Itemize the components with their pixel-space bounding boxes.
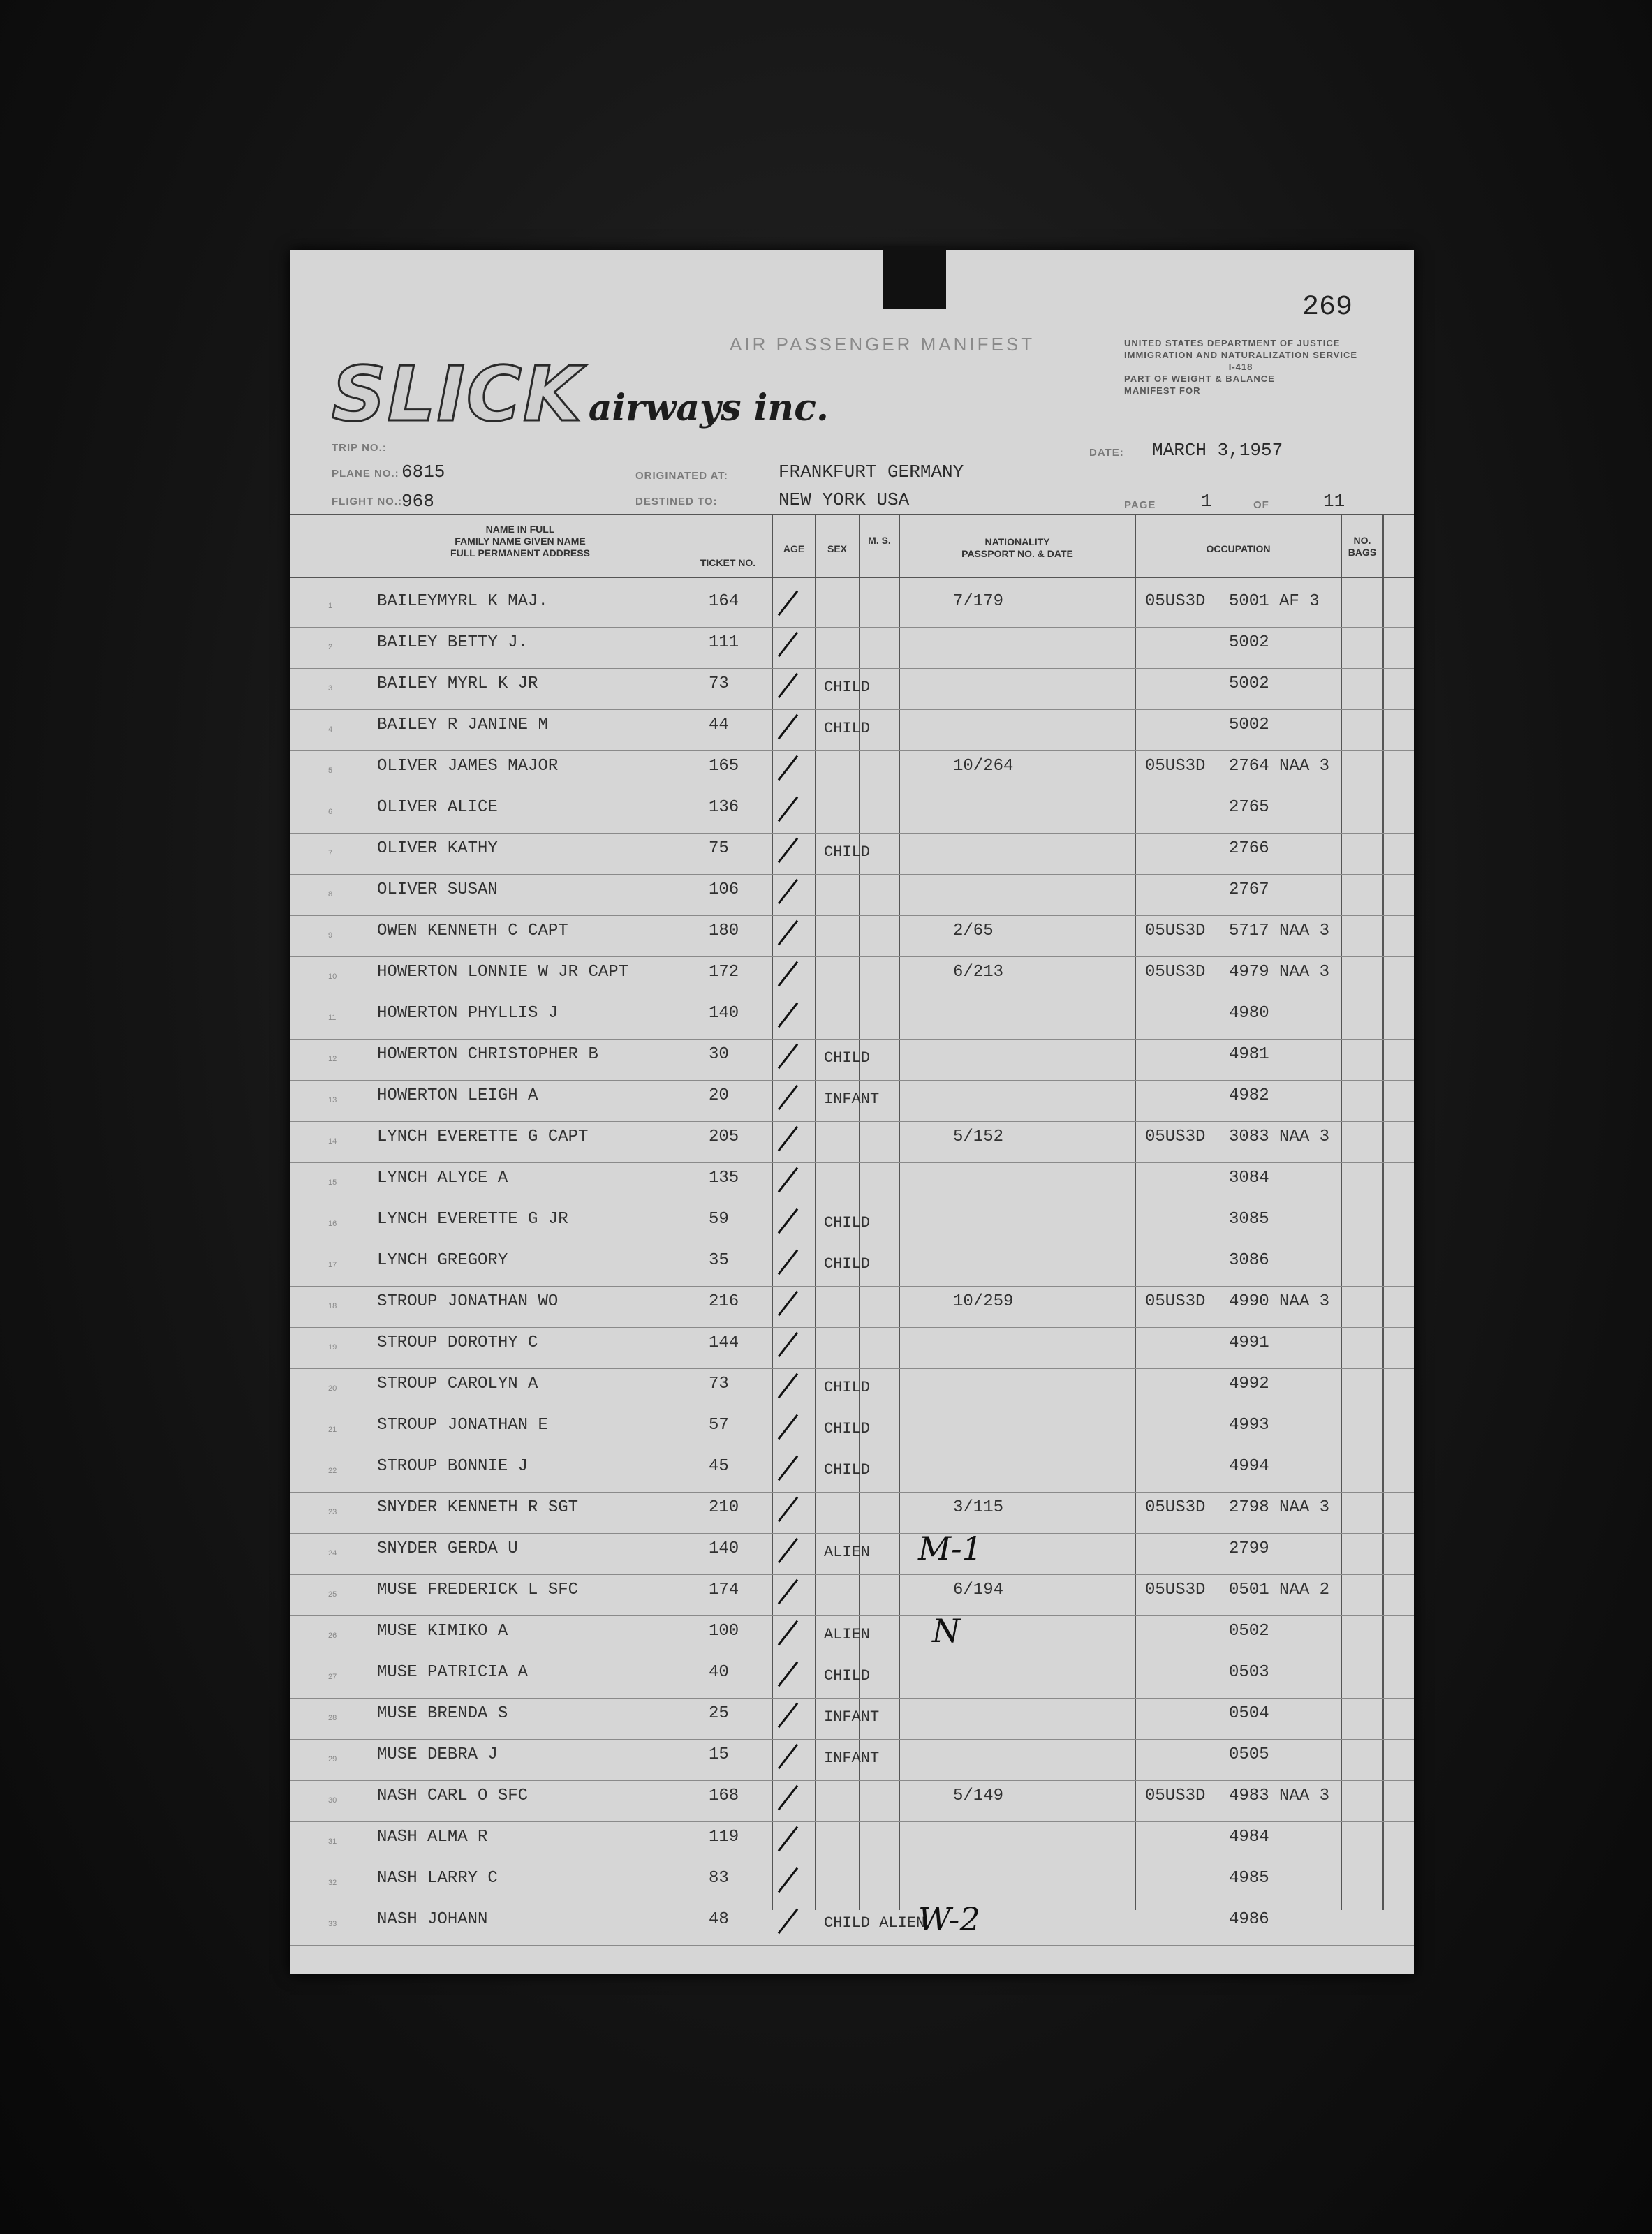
row-number: 13 [328, 1096, 337, 1104]
check-mark [778, 1497, 798, 1523]
passenger-name: OLIVER JAMES MAJOR [377, 757, 559, 776]
row-rule [290, 1574, 1414, 1575]
row-number: 10 [328, 972, 337, 981]
passenger-name: STROUP CAROLYN A [377, 1375, 538, 1393]
flight-value: 968 [401, 491, 434, 512]
gov-line: IMMIGRATION AND NATURALIZATION SERVICE [1124, 350, 1358, 360]
row-number: 12 [328, 1055, 337, 1063]
ticket-number: 140 [709, 1539, 739, 1558]
of-label: OF [1253, 499, 1269, 511]
passport-number: 6/194 [953, 1581, 1004, 1599]
row-number: 33 [328, 1920, 337, 1928]
check-mark [778, 1744, 798, 1770]
passenger-name: HOWERTON PHYLLIS J [377, 1004, 559, 1023]
passenger-name: NASH LARRY C [377, 1869, 498, 1888]
handwritten-note: M-1 [918, 1530, 982, 1567]
passenger-name: NASH ALMA R [377, 1828, 488, 1847]
passport-number: 5/152 [953, 1127, 1004, 1146]
check-mark [778, 1003, 798, 1028]
ticket-number: 35 [709, 1251, 729, 1270]
col-header-ticket: TICKET NO. [700, 557, 756, 568]
check-mark [778, 1579, 798, 1605]
passenger-name: LYNCH ALYCE A [377, 1169, 508, 1188]
sex-status: CHILD [824, 1461, 871, 1479]
row-number: 11 [328, 1014, 337, 1022]
ticket-number: 140 [709, 1004, 739, 1023]
row-rule [290, 668, 1414, 669]
column-divider [1341, 514, 1342, 1910]
ticket-number: 20 [709, 1086, 729, 1105]
check-mark [778, 591, 798, 616]
occupation-detail: 4991 [1229, 1333, 1269, 1352]
ticket-number: 83 [709, 1869, 729, 1888]
ticket-number: 144 [709, 1333, 739, 1352]
occupation-detail: 5002 [1229, 633, 1269, 652]
sex-status: CHILD [824, 679, 871, 696]
check-mark [778, 920, 798, 946]
check-mark [778, 1291, 798, 1317]
ticket-number: 180 [709, 922, 739, 940]
sex-status: ALIEN [824, 1626, 871, 1643]
row-number: 27 [328, 1673, 337, 1681]
passenger-name: BAILEY R JANINE M [377, 716, 548, 734]
ticket-number: 174 [709, 1581, 739, 1599]
row-number: 5 [328, 767, 333, 775]
rule-line [290, 514, 1414, 515]
passport-number: 7/179 [953, 592, 1004, 611]
occupation-detail: 5002 [1229, 674, 1269, 693]
ticket-number: 40 [709, 1663, 729, 1682]
passenger-name: NASH JOHANN [377, 1910, 488, 1929]
binder-notch [883, 246, 946, 309]
rule-line [290, 577, 1414, 578]
ticket-number: 59 [709, 1210, 729, 1229]
page-label: PAGE [1124, 499, 1156, 511]
airline-logo-word: SLICK [332, 351, 583, 438]
column-divider [1135, 514, 1136, 1910]
row-number: 31 [328, 1837, 337, 1846]
occupation-detail: 4981 [1229, 1045, 1269, 1064]
passenger-name: OLIVER SUSAN [377, 880, 498, 899]
occupation-detail: 2767 [1229, 880, 1269, 899]
col-header-occupation: OCCUPATION [1206, 543, 1271, 554]
ticket-number: 205 [709, 1127, 739, 1146]
of-value: 11 [1323, 491, 1345, 512]
check-mark [778, 673, 798, 699]
row-rule [290, 1698, 1414, 1699]
check-mark [778, 797, 798, 822]
occupation-detail: 4986 [1229, 1910, 1269, 1929]
occupation-code: 05US3D [1145, 1787, 1206, 1805]
ticket-number: 106 [709, 880, 739, 899]
passenger-name: MUSE PATRICIA A [377, 1663, 529, 1682]
occupation-code: 05US3D [1145, 922, 1206, 940]
occupation-detail: 5002 [1229, 716, 1269, 734]
passenger-name: STROUP BONNIE J [377, 1457, 529, 1476]
check-mark [778, 1373, 798, 1399]
check-mark [778, 632, 798, 658]
passenger-name: SNYDER KENNETH R SGT [377, 1498, 579, 1517]
row-number: 14 [328, 1137, 337, 1146]
passenger-name: NASH CARL O SFC [377, 1787, 529, 1805]
occupation-detail: 2765 [1229, 798, 1269, 817]
ticket-number: 172 [709, 963, 739, 982]
ticket-number: 210 [709, 1498, 739, 1517]
airline-logo [332, 351, 829, 438]
passport-number: 2/65 [953, 922, 994, 940]
handwritten-note: W-2 [918, 1900, 980, 1938]
column-divider [899, 514, 900, 1910]
check-mark [778, 1826, 798, 1852]
row-rule [290, 1780, 1414, 1781]
check-mark [778, 1085, 798, 1111]
ticket-number: 30 [709, 1045, 729, 1064]
row-rule [290, 956, 1414, 957]
check-mark [778, 1909, 798, 1935]
occupation-detail: 4985 [1229, 1869, 1269, 1888]
row-number: 23 [328, 1508, 337, 1516]
row-number: 7 [328, 849, 333, 857]
row-number: 15 [328, 1178, 337, 1187]
passenger-name: BAILEY BETTY J. [377, 633, 529, 652]
check-mark [778, 838, 798, 864]
passenger-name: LYNCH EVERETTE G JR [377, 1210, 568, 1229]
row-number: 9 [328, 931, 333, 940]
occupation-detail: 3083 NAA 3 [1229, 1127, 1330, 1146]
passenger-name: OLIVER KATHY [377, 839, 498, 858]
ticket-number: 168 [709, 1787, 739, 1805]
check-mark [778, 1538, 798, 1564]
date-value: MARCH 3,1957 [1152, 440, 1283, 461]
passenger-name: STROUP JONATHAN WO [377, 1292, 559, 1311]
sex-status: CHILD [824, 1255, 871, 1273]
occupation-detail: 3084 [1229, 1169, 1269, 1188]
sex-status: CHILD [824, 1667, 871, 1685]
plane-label: PLANE NO.: [332, 468, 399, 480]
sex-status: INFANT [824, 1750, 880, 1767]
column-divider [772, 514, 773, 1910]
occupation-detail: 4983 NAA 3 [1229, 1787, 1330, 1805]
passenger-name: SNYDER GERDA U [377, 1539, 518, 1558]
occupation-detail: 3085 [1229, 1210, 1269, 1229]
row-number: 21 [328, 1426, 337, 1434]
row-rule [290, 1162, 1414, 1163]
col-header-sex: SEX [827, 543, 847, 554]
ticket-number: 48 [709, 1910, 729, 1929]
occupation-detail: 4994 [1229, 1457, 1269, 1476]
ticket-number: 164 [709, 592, 739, 611]
ticket-number: 165 [709, 757, 739, 776]
row-number: 1 [328, 602, 333, 610]
flight-label: FLIGHT NO.: [332, 496, 402, 508]
passenger-name: BAILEY MYRL K JR [377, 674, 538, 693]
passenger-name: STROUP DOROTHY C [377, 1333, 538, 1352]
ticket-number: 73 [709, 674, 729, 693]
destined-label: DESTINED TO: [635, 496, 718, 508]
occupation-code: 05US3D [1145, 1498, 1206, 1517]
date-label: DATE: [1089, 447, 1124, 459]
occupation-detail: 4980 [1229, 1004, 1269, 1023]
gov-line: MANIFEST FOR [1124, 385, 1201, 396]
col-header-age: AGE [783, 543, 805, 554]
occupation-code: 05US3D [1145, 757, 1206, 776]
check-mark [778, 1208, 798, 1234]
row-rule [290, 1533, 1414, 1534]
occupation-detail: 4990 NAA 3 [1229, 1292, 1330, 1311]
row-rule [290, 750, 1414, 751]
occupation-code: 05US3D [1145, 1292, 1206, 1311]
column-divider [815, 514, 816, 1910]
occupation-detail: 4992 [1229, 1375, 1269, 1393]
row-rule [290, 1492, 1414, 1493]
passport-number: 5/149 [953, 1787, 1004, 1805]
occupation-detail: 5001 AF 3 [1229, 592, 1320, 611]
passport-number: 10/264 [953, 757, 1014, 776]
occupation-code: 05US3D [1145, 1127, 1206, 1146]
occupation-detail: 2798 NAA 3 [1229, 1498, 1330, 1517]
originated-value: FRANKFURT GERMANY [779, 461, 964, 482]
occupation-detail: 4979 NAA 3 [1229, 963, 1330, 982]
page-number: 269 [1302, 292, 1353, 323]
passenger-name: HOWERTON LONNIE W JR CAPT [377, 963, 629, 982]
sex-status: CHILD [824, 843, 871, 861]
ticket-number: 57 [709, 1416, 729, 1435]
ticket-number: 111 [709, 633, 739, 652]
airline-tagline: airways inc. [588, 387, 829, 429]
row-rule [290, 915, 1414, 916]
occupation-detail: 2766 [1229, 839, 1269, 858]
passenger-name: MUSE FREDERICK L SFC [377, 1581, 579, 1599]
handwritten-note: N [932, 1612, 961, 1650]
col-header-marital: M. S. [868, 535, 891, 546]
form-title: AIR PASSENGER MANIFEST [730, 334, 1035, 355]
sex-status: INFANT [824, 1090, 880, 1108]
check-mark [778, 1414, 798, 1440]
row-rule [290, 1121, 1414, 1122]
sex-status: CHILD [824, 1379, 871, 1396]
row-rule [290, 1327, 1414, 1328]
row-rule [290, 709, 1414, 710]
row-rule [290, 627, 1414, 628]
occupation-code: 05US3D [1145, 963, 1206, 982]
gov-line: PART OF WEIGHT & BALANCE [1124, 373, 1275, 384]
row-rule [290, 1615, 1414, 1616]
passenger-name: STROUP JONATHAN E [377, 1416, 548, 1435]
column-divider [1382, 514, 1384, 1910]
passenger-name: HOWERTON LEIGH A [377, 1086, 538, 1105]
check-mark [778, 1620, 798, 1646]
check-mark [778, 714, 798, 740]
row-number: 32 [328, 1879, 337, 1887]
row-number: 19 [328, 1343, 337, 1352]
passenger-name: OWEN KENNETH C CAPT [377, 922, 568, 940]
row-rule [290, 1821, 1414, 1822]
occupation-detail: 0503 [1229, 1663, 1269, 1682]
ticket-number: 100 [709, 1622, 739, 1641]
check-mark [778, 755, 798, 781]
check-mark [778, 1703, 798, 1729]
passenger-name: LYNCH EVERETTE G CAPT [377, 1127, 589, 1146]
col-header-bags: NO. BAGS [1348, 535, 1377, 558]
row-number: 28 [328, 1714, 337, 1722]
row-rule [290, 1945, 1414, 1946]
row-number: 18 [328, 1302, 337, 1310]
row-number: 3 [328, 684, 333, 693]
government-block [1124, 337, 1357, 397]
row-number: 6 [328, 808, 333, 816]
row-number: 24 [328, 1549, 337, 1558]
occupation-detail: 4982 [1229, 1086, 1269, 1105]
occupation-detail: 0505 [1229, 1745, 1269, 1764]
trip-label: TRIP NO.: [332, 442, 387, 454]
manifest-document [290, 250, 1414, 1974]
sex-status: INFANT [824, 1708, 880, 1726]
occupation-detail: 2764 NAA 3 [1229, 757, 1330, 776]
gov-line: I-418 [1228, 362, 1253, 372]
sex-status: CHILD [824, 1214, 871, 1231]
row-number: 25 [328, 1590, 337, 1599]
col-header-name: NAME IN FULL FAMILY NAME GIVEN NAME FULL PERMANENT ADDRESS [450, 524, 590, 558]
row-rule [290, 1286, 1414, 1287]
row-number: 30 [328, 1796, 337, 1805]
page-value: 1 [1201, 491, 1212, 512]
row-rule [290, 1368, 1414, 1369]
row-number: 2 [328, 643, 333, 651]
occupation-detail: 0504 [1229, 1704, 1269, 1723]
check-mark [778, 1662, 798, 1687]
passenger-name: MUSE DEBRA J [377, 1745, 498, 1764]
check-mark [778, 1785, 798, 1811]
occupation-code: 05US3D [1145, 1581, 1206, 1599]
ticket-number: 135 [709, 1169, 739, 1188]
ticket-number: 73 [709, 1375, 729, 1393]
ticket-number: 119 [709, 1828, 739, 1847]
sex-status: ALIEN [824, 1544, 871, 1561]
ticket-number: 15 [709, 1745, 729, 1764]
occupation-detail: 0501 NAA 2 [1229, 1581, 1330, 1599]
originated-label: ORIGINATED AT: [635, 470, 728, 482]
row-number: 8 [328, 890, 333, 898]
ticket-number: 75 [709, 839, 729, 858]
row-number: 16 [328, 1220, 337, 1228]
row-rule [290, 1080, 1414, 1081]
passport-number: 10/259 [953, 1292, 1014, 1311]
ticket-number: 216 [709, 1292, 739, 1311]
check-mark [778, 1167, 798, 1193]
ticket-number: 45 [709, 1457, 729, 1476]
occupation-detail: 5717 NAA 3 [1229, 922, 1330, 940]
passenger-name: BAILEYMYRL K MAJ. [377, 592, 548, 611]
occupation-detail: 4993 [1229, 1416, 1269, 1435]
row-number: 26 [328, 1632, 337, 1640]
passport-number: 3/115 [953, 1498, 1004, 1517]
passport-number: 6/213 [953, 963, 1004, 982]
sex-status: CHILD [824, 1420, 871, 1437]
sex-status: CHILD [824, 1049, 871, 1067]
passenger-name: OLIVER ALICE [377, 798, 498, 817]
check-mark [778, 1250, 798, 1275]
ticket-number: 25 [709, 1704, 729, 1723]
occupation-code: 05US3D [1145, 592, 1206, 611]
row-number: 4 [328, 725, 333, 734]
row-rule [290, 1739, 1414, 1740]
sex-status: CHILD ALIEN [824, 1914, 926, 1932]
passenger-name: HOWERTON CHRISTOPHER B [377, 1045, 598, 1064]
check-mark [778, 961, 798, 987]
check-mark [778, 879, 798, 905]
occupation-detail: 4984 [1229, 1828, 1269, 1847]
row-rule [290, 833, 1414, 834]
row-number: 22 [328, 1467, 337, 1475]
check-mark [778, 1867, 798, 1893]
plane-value: 6815 [401, 461, 445, 482]
check-mark [778, 1456, 798, 1481]
occupation-detail: 0502 [1229, 1622, 1269, 1641]
destined-value: NEW YORK USA [779, 489, 910, 510]
occupation-detail: 2799 [1229, 1539, 1269, 1558]
check-mark [778, 1126, 798, 1152]
ticket-number: 136 [709, 798, 739, 817]
passenger-name: MUSE KIMIKO A [377, 1622, 508, 1641]
col-header-nationality: NATIONALITY PASSPORT NO. & DATE [961, 536, 1073, 559]
row-rule [290, 1039, 1414, 1040]
row-number: 29 [328, 1755, 337, 1763]
passenger-name: LYNCH GREGORY [377, 1251, 508, 1270]
check-mark [778, 1332, 798, 1358]
ticket-number: 44 [709, 716, 729, 734]
sex-status: CHILD [824, 720, 871, 737]
passenger-name: MUSE BRENDA S [377, 1704, 508, 1723]
occupation-detail: 3086 [1229, 1251, 1269, 1270]
row-rule [290, 874, 1414, 875]
check-mark [778, 1044, 798, 1070]
gov-line: UNITED STATES DEPARTMENT OF JUSTICE [1124, 338, 1341, 348]
row-number: 20 [328, 1384, 337, 1393]
row-number: 17 [328, 1261, 337, 1269]
